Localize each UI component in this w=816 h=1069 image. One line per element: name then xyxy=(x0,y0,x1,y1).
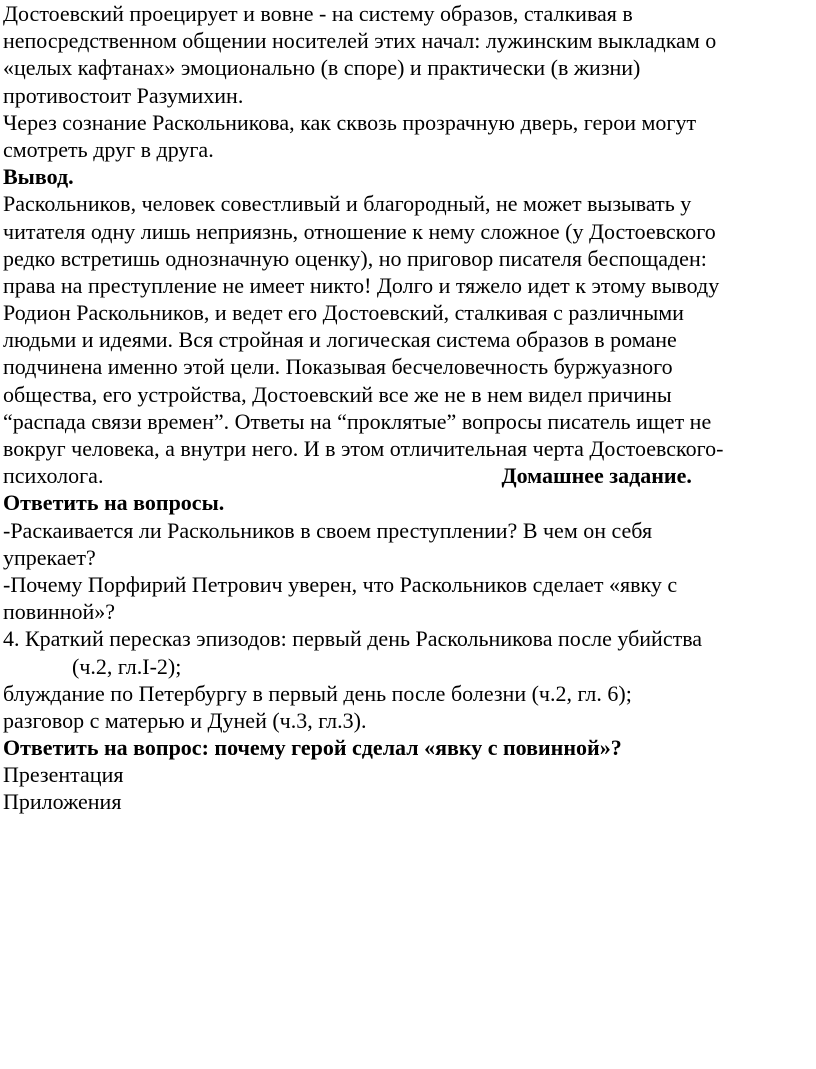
questions-heading: Ответить на вопросы. xyxy=(3,490,225,516)
text-line: противостоит Разумихин. xyxy=(3,82,244,108)
final-question: Ответить на вопрос: почему герой сделал «явку с повинной»? xyxy=(3,735,622,761)
text-line: Раскольников, человек совестливый и благородный, не может вызывать у xyxy=(3,191,692,217)
text-line: вокруг человека, а внутри него. И в этом отличительная черта Достоевского- xyxy=(3,436,724,461)
task-line: 4. Краткий пересказ эпизодов: первый день Раскольникова после убийства xyxy=(3,626,703,652)
text-line: читателя одну лишь неприязнь, отношение к нему сложное (у Достоевского xyxy=(3,218,716,244)
text-line: общества, его устройства, Достоевский все же не в нем видел причины xyxy=(3,381,672,407)
text-line: права на преступление не имеет никто! Долго и тяжело идет к этому выводу xyxy=(3,272,720,298)
task-line: блуждание по Петербургу в первый день после болезни (ч.2, гл. 6); xyxy=(3,680,632,706)
text-line: редко встретишь однозначную оценку), но приговор писателя беспощаден: xyxy=(3,245,707,271)
question-line: упрекает? xyxy=(3,544,96,570)
question-line: -Почему Порфирий Петрович уверен, что Раскольников сделает «явку с xyxy=(3,571,678,597)
conclusion-heading: Вывод. xyxy=(3,164,74,190)
psychologist-text: психолога. xyxy=(3,463,104,489)
text-line: Достоевский проецирует и вовне - на систему образов, сталкивая в xyxy=(3,1,633,26)
text-line: “распада связи времен”. Ответы на “проклятые” вопросы писатель ищет не xyxy=(3,408,712,434)
task-line: разговор с матерью и Дуней (ч.3, гл.3). xyxy=(3,707,367,733)
presentation-label: Презентация xyxy=(3,762,124,788)
task-line: (ч.2, гл.I-2); xyxy=(72,653,182,679)
text-line: Через сознание Раскольникова, как сквозь прозрачную дверь, герои могут xyxy=(3,109,697,135)
question-line: повинной»? xyxy=(3,599,116,625)
text-line-with-homework xyxy=(3,462,811,489)
question-line: -Раскаивается ли Раскольников в своем преступлении? В чем он себя xyxy=(3,517,653,543)
homework-heading: Домашнее задание. xyxy=(501,463,692,489)
document-page xyxy=(3,0,811,816)
text-line: «целых кафтанах» эмоционально (в споре) и практически (в жизни) xyxy=(3,55,641,81)
text-line: Родион Раскольников, и ведет его Достоевский, сталкивая с различными xyxy=(3,300,684,326)
text-line: подчинена именно этой цели. Показывая бесчеловечность буржуазного xyxy=(3,354,673,380)
text-line: непосредственном общении носителей этих начал: лужинским выкладкам о xyxy=(3,28,717,54)
attachments-label: Приложения xyxy=(3,789,122,815)
text-line: людьми и идеями. Вся стройная и логическая система образов в романе xyxy=(3,327,677,353)
text-line: смотреть друг в друга. xyxy=(3,136,214,162)
